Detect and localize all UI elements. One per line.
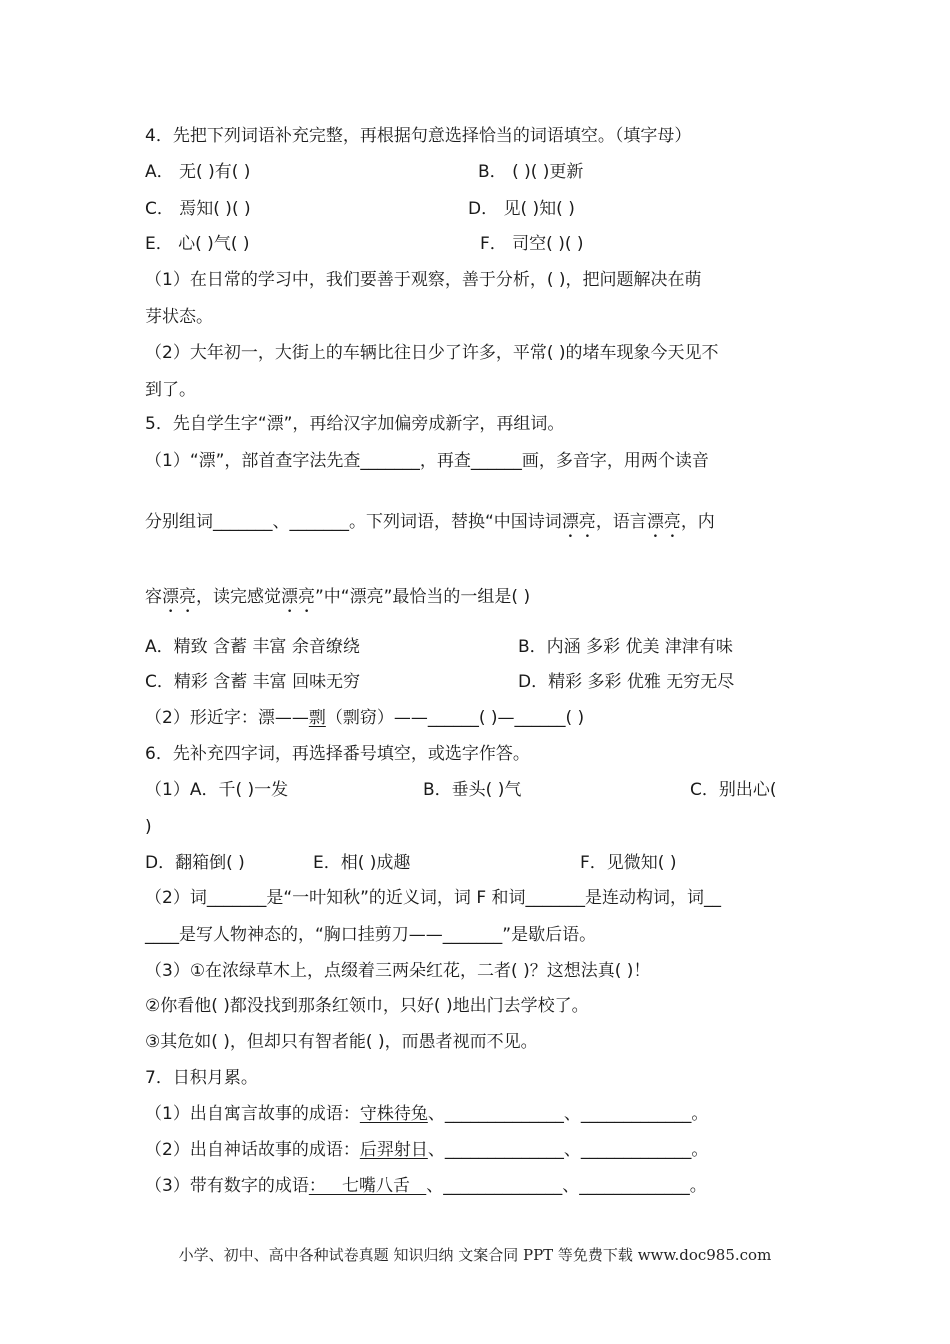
q7-line-3-label: （3）带有数字的成语 — [145, 1176, 309, 1196]
q4-option-d: D． 见( )知( ) — [468, 199, 575, 219]
q5-option-c: C．精彩 含蓄 丰富 回味无穷 — [145, 672, 361, 692]
q4-option-f: F． 司空( )( ) — [480, 234, 584, 254]
q4-sentence-2-line-1: （2）大年初一，大街上的车辆比往日少了许多，平常( )的堵车现象今天见不 — [145, 343, 719, 363]
q4-sentence-1-line-2: 芽状态。 — [145, 307, 213, 327]
q5-part1-line-2-text-b: ，语言 — [595, 512, 647, 532]
q5-part2-text-a: （2）形近字：漂—— — [145, 708, 309, 728]
q7-line-3 — [145, 1174, 707, 1198]
q6-part2-line-1: （2）词_______是“一叶知秋”的近义词，词 F 和词_______是连动构词，词__ — [145, 888, 722, 908]
q4-option-c: C． 焉知( )( ) — [145, 199, 251, 219]
underlined-character: 剽 — [308, 708, 326, 728]
q6-option-f: F．见微知( ) — [580, 853, 677, 873]
q7-line-1-blanks: 、______________、_____________。 — [427, 1104, 709, 1124]
q5-part1-line-2 — [145, 510, 715, 542]
q5-part1-line-1: （1）“漂”，部首查字法先查_______，再查______画，多音字，用两个读音 — [145, 451, 709, 471]
q6-option-a: （1）A．千( )一发 — [145, 780, 289, 800]
q5-part1-line-3 — [145, 585, 530, 617]
q4-option-e: E． 心( )气( ) — [145, 234, 250, 254]
q5-part2-text-b: （剽窃）——______( )—______( ) — [325, 708, 585, 728]
q5-option-a: A．精致 含蓄 丰富 余音缭绕 — [145, 637, 360, 657]
q6-option-d: D．翻箱倒( ) — [145, 853, 245, 873]
q6-option-e: E．相( )成趣 — [313, 853, 411, 873]
q6-title: 6．先补充四字词，再选择番号填空，或选字作答。 — [145, 744, 530, 764]
q4-option-a: A． 无( )有( ) — [145, 162, 251, 182]
q4-title: 4．先把下列词语补充完整，再根据句意选择恰当的词语填空。（填字母） — [145, 126, 692, 146]
q5-part1-line-3-text-b: ，读完感觉 — [196, 587, 281, 607]
q7-title: 7．日积月累。 — [145, 1068, 258, 1088]
q5-option-b: B．内涵 多彩 优美 津津有味 — [518, 637, 733, 657]
q5-part1-line-3-text-a: 容 — [145, 587, 162, 607]
emphasized-word: 漂亮 — [646, 512, 681, 532]
q6-part3-line-3: ③其危如( )，但却只有智者能( )，而愚者视而不见。 — [145, 1032, 538, 1052]
q5-title: 5．先自学生字“漂”，再给汉字加偏旁成新字，再组词。 — [145, 414, 565, 434]
q4-sentence-1-line-1: （1）在日常的学习中，我们要善于观察，善于分析，( )，把问题解决在萌 — [145, 270, 702, 290]
example-idiom: 守株待兔 — [359, 1104, 428, 1124]
q6-part2-line-2: ____是写人物神态的，“胸口挂剪刀——_______”是歇后语。 — [145, 925, 597, 945]
example-idiom: ： 七嘴八舌 — [308, 1176, 427, 1196]
q7-line-3-blanks: 、______________、_____________。 — [426, 1176, 707, 1196]
q6-option-c-continuation: ) — [145, 817, 152, 837]
q4-option-b: B． ( )( )更新 — [478, 162, 584, 182]
q6-option-b: B．垂头( )气 — [423, 780, 522, 800]
q7-line-2-blanks: 、______________、_____________。 — [427, 1140, 709, 1160]
q7-line-2 — [145, 1138, 708, 1162]
q5-option-d: D．精彩 多彩 优雅 无穷无尽 — [518, 672, 735, 692]
q6-part3-line-2: ②你看他( )都没找到那条红领巾，只好( )地出门去学校了。 — [145, 996, 589, 1016]
q7-line-2-label: （2）出自神话故事的成语： — [145, 1140, 360, 1160]
q5-part1-line-3-text-c: ”中“漂亮”最恰当的一组是( ) — [315, 587, 531, 607]
emphasized-word: 漂亮 — [162, 587, 196, 607]
q6-part3-line-1: （3）①在浓绿草木上，点缀着三两朵红花，二者( )？这想法真( )！ — [145, 961, 651, 981]
q5-part1-line-2-text-a: 分别组词_______、_______。下列词语，替换“中国诗词 — [145, 512, 562, 532]
q5-part1-line-2-text-c: ，内 — [680, 512, 715, 532]
q6-option-c: C．别出心( — [690, 780, 777, 800]
q5-part2 — [145, 706, 584, 730]
example-idiom: 后羿射日 — [359, 1140, 428, 1160]
q7-line-1 — [145, 1102, 708, 1126]
q7-line-1-label: （1）出自寓言故事的成语： — [145, 1104, 360, 1124]
emphasized-word: 漂亮 — [281, 587, 315, 607]
page-footer: 小学、初中、高中各种试卷真题 知识归纳 文案合同 PPT 等免费下载 www.doc985.com — [178, 1246, 772, 1264]
q4-sentence-2-line-2: 到了。 — [145, 380, 196, 400]
emphasized-word: 漂亮 — [561, 512, 596, 532]
